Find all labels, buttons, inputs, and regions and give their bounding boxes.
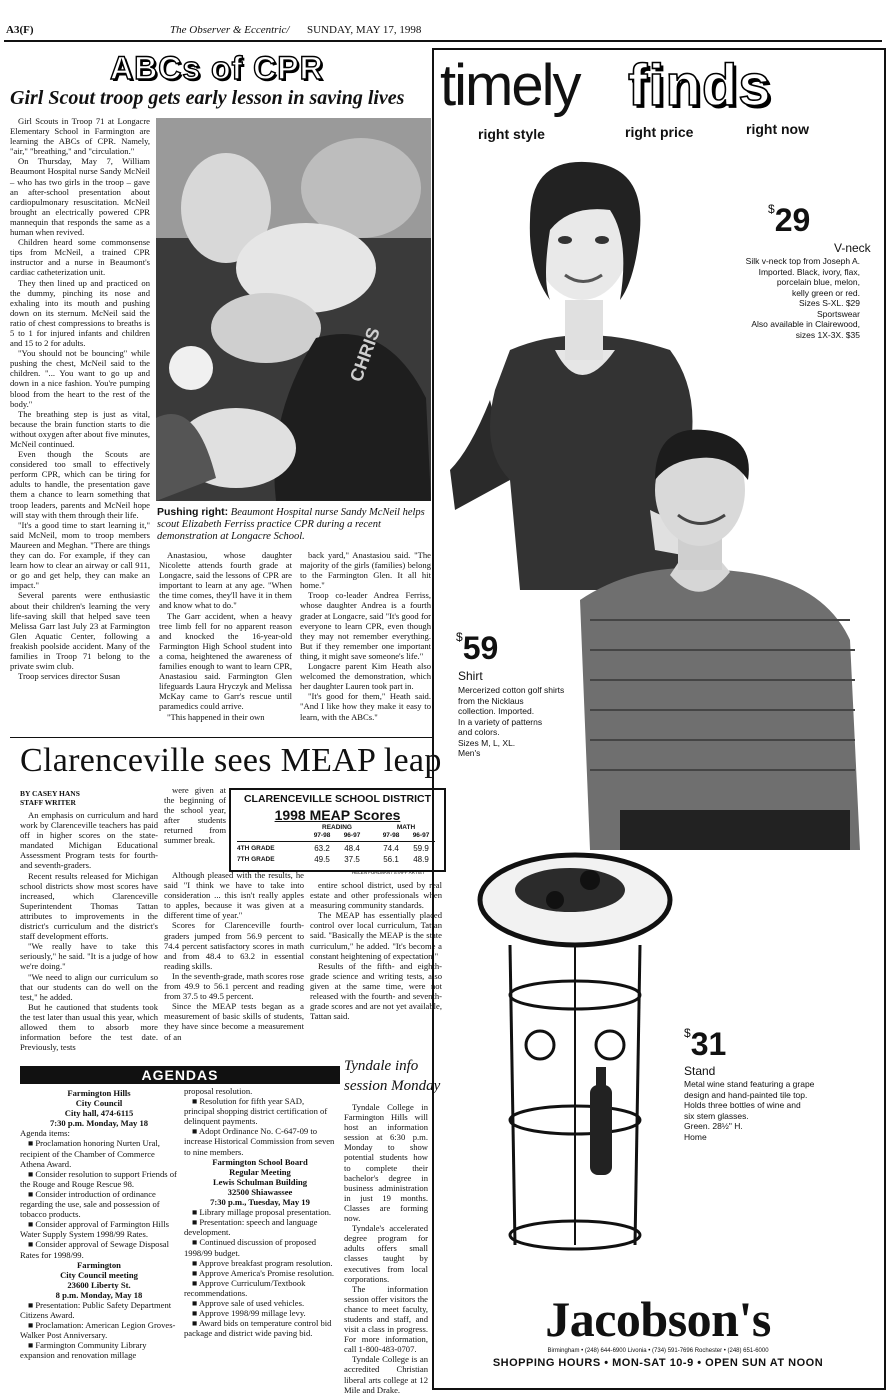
agenda-item: ■ Farmington Community Library expansion and renovation millage <box>20 1340 147 1361</box>
description-line: porcelain blue, melon, <box>776 277 860 287</box>
description-line: Home <box>684 1131 707 1142</box>
caption-label: Pushing right: <box>157 506 229 518</box>
paragraph: Anastasiou, whose daughter Nicolette attends fourth grade at Longacre, said the lessons of CPR are important to learn at any age. "When the time comes, they'll have it in them and know what to do." <box>159 550 292 611</box>
page-number: A3(F) <box>6 24 34 36</box>
product-name: Stand <box>684 1064 716 1078</box>
meap-column-2 <box>164 870 304 1042</box>
year-header: 96-97 <box>412 832 430 839</box>
agenda-heading: Farmington <box>77 1259 121 1270</box>
agenda-item: ■ Library millage proposal presentation. <box>192 1207 332 1218</box>
paragraph: Results of the fifth- and eighth-grade science and writing tests, also given at the same time, were not released with the fourth- and seventh-grade scores and are not yet available, Tattan said. <box>310 960 442 1022</box>
cpr-subhead: Girl Scout troop gets early lesson in saving lives <box>10 87 405 109</box>
paragraph: Scores for Clarenceville fourth-graders jumped from 56.9 percent to 74.4 percent satisfactory scores in math and from 48.4 to 63.2 in essential reading skills. <box>164 920 304 971</box>
agenda-item: ■ Approve America's Promise resolution. <box>192 1267 335 1278</box>
description-line: Silk v-neck top from Joseph A. <box>745 256 860 266</box>
caption-text: Beaumont Hospital nurse Sandy McNeil helps scout Elizabeth Ferriss practice CPR during a recent demonstration at Longacre School. <box>157 507 425 542</box>
meap-column-3 <box>310 880 442 1021</box>
paragraph: entire school district, used by real estate and other professionals when measuring community standards. <box>310 880 442 911</box>
store-logo: Jacobson's <box>545 1291 771 1347</box>
row-label: 7TH GRADE <box>237 856 275 863</box>
description-line: and colors. <box>458 727 500 737</box>
table-subtitle: 1998 MEAP Scores <box>274 807 401 823</box>
cpr-column-3 <box>300 550 431 722</box>
agenda-heading: 23600 Liberty St. <box>67 1279 131 1290</box>
ad-tagline-price: right price <box>625 124 694 140</box>
paragraph: Even though the Scouts are considered too small to effectively perform CPR, which can be tiring for adults to handle, the presentation gave them a chance to learn something that troop leaders, parents and McNeil hope will stay with them through their life. <box>10 449 150 520</box>
agenda-heading: Lewis Schulman Building <box>212 1176 308 1187</box>
byline <box>20 789 80 807</box>
store-hours: SHOPPING HOURS • MON-SAT 10-9 • OPEN SUN AT NOON <box>492 1357 824 1369</box>
meap-column-2-top <box>164 785 226 846</box>
agenda-heading: Regular Meeting <box>229 1166 291 1177</box>
description-line: In a variety of patterns <box>458 716 543 727</box>
byline-role: STAFF WRITER <box>20 798 76 807</box>
byline-author: BY CASEY HANS <box>20 789 80 798</box>
paragraph: Several parents were enthusiastic about their children's learning the very life-saving skill that helped save teen Melissa Garr last July 23 at Farmington Glen Aquatic Center, following a freakish poolside accident. Many of the families in Troop 71 belong to the private swim club. <box>10 590 150 672</box>
agenda-item: ■ Proclamation: American Legion Groves-Walker Post Anniversary. <box>20 1320 176 1341</box>
agendas-column-1 <box>20 1088 178 1361</box>
tyndale-headline-line-1: Tyndale info <box>344 1058 419 1074</box>
table-cell: 74.4 <box>383 844 399 853</box>
description-line: design and hand-painted tile top. <box>684 1089 808 1100</box>
reading-header: READING <box>322 824 352 831</box>
table-credit: HELEN FUHLMAN / STAFF ARTIST <box>352 870 425 875</box>
agendas-title: AGENDAS <box>141 1067 219 1083</box>
agenda-heading: Farmington School Board <box>212 1156 308 1167</box>
price-value: 29 <box>774 202 811 238</box>
agenda-item: ■ Proclamation honoring Nurten Ural, recipient of the Chamber of Commerce Athena Award. <box>20 1138 160 1169</box>
agenda-item: ■ Approve Curriculum/Textbook recommendations. <box>184 1277 306 1298</box>
description-line: Mercerized cotton golf shirts <box>458 685 565 695</box>
agenda-item: ■ Consider approval of Farmington Hills Water Supply System 1998/99 Rates. <box>20 1219 170 1240</box>
paragraph: "This happened in their own <box>167 711 265 722</box>
paragraph: Troop co-leader Andrea Ferriss, whose daughter Andrea is a fourth grader at Longacre, said "It's good for everyone to learn CPR, even though they may not remember everything. But if they remember one important thing, it might save someone's life." <box>300 590 431 661</box>
table-cell: 49.5 <box>314 855 330 864</box>
paragraph: The breathing step is just as vital, because the brain function starts to die without oxygen after about five minutes, McNeil continued. <box>10 408 150 449</box>
paragraph: "We need to align our curriculum so that our students can do well on the test," he added. <box>20 971 158 1002</box>
year-header: 97-98 <box>313 832 331 839</box>
product-description <box>680 256 860 340</box>
table-cell: 63.2 <box>314 844 330 853</box>
wine-stand-photo <box>470 845 680 1255</box>
table-cell: 48.9 <box>413 855 429 864</box>
paragraph: Tyndale College is an accredited Christian liberal arts college at 12 Mile and Drake. <box>344 1354 428 1395</box>
paragraph: Girl Scouts in Troop 71 at Longacre Elementary School in Farmington are learning the ABCs of CPR. Namely, "air," "breathing," and "circulation." <box>10 116 150 157</box>
description-line: sizes 1X-3X. $35 <box>795 329 860 340</box>
description-line: from the Nicklaus <box>458 695 524 706</box>
description-line: Metal wine stand featuring a grape <box>684 1079 815 1089</box>
price-vneck <box>768 202 810 239</box>
table-rule <box>237 841 435 842</box>
product-description <box>684 1079 874 1142</box>
agenda-item: ■ Consider approval of Sewage Disposal Rates for 1998/99. <box>20 1239 169 1260</box>
paragraph: Troop services director Susan <box>18 671 121 682</box>
description-line: Men's <box>458 748 481 758</box>
paragraph: "It's a good time to start learning it," said McNeil, mom to troop members Maureen and Meghan. "There are things they can do. For example, if they can learn how to clear an airway or call 911, or go and get help, they can make an impact." <box>10 519 150 591</box>
price-value: 59 <box>462 630 499 666</box>
agenda-item: ■ Presentation: speech and language development. <box>184 1217 318 1238</box>
agenda-item: Agenda items: <box>20 1128 70 1139</box>
table-cell: 56.1 <box>383 855 399 864</box>
meap-column-1 <box>20 810 158 1052</box>
description-line: Green. 28½" H. <box>684 1121 743 1131</box>
paragraph: But he cautioned that students took the test later than usual this year, which allowed them to absorb more information before the test date. Previously, tests <box>20 1001 158 1053</box>
paragraph: Children heard some commonsense tips from McNeil, a trained CPR instructor and a nurse in Beaumont's cardiac catheterization unit. <box>10 237 150 278</box>
paragraph: Although pleased with the results, he said "I think we have to take into consideration ... this isn't really apples to apples, because it was given at a different time of year." <box>164 870 304 921</box>
product-description <box>458 685 618 759</box>
store-signature <box>446 1290 870 1370</box>
agenda-item: proposal resolution. <box>184 1086 253 1096</box>
agenda-item: ■ Consider resolution to support Friends of the Rouge and Rouge Rescue 98. <box>20 1168 177 1189</box>
description-line: six stem glasses. <box>684 1110 749 1121</box>
tyndale-body <box>344 1102 428 1395</box>
description-line: Sizes S-XL. $29 <box>799 298 860 308</box>
section-rule <box>10 737 432 738</box>
description-line: collection. Imported. <box>458 706 535 716</box>
paragraph: "You should not be bouncing" while pushing the chest, McNeil said to the children. "... You want to go up and down in a nice fashion. You're pumping blood from the heart to the rest of the body." <box>10 348 150 409</box>
agenda-item: ■ Presentation: Public Safety Department Citizens Award. <box>20 1299 172 1321</box>
tyndale-headline-line-2: session Monday <box>344 1078 441 1094</box>
agenda-heading: City Council <box>75 1098 123 1109</box>
paragraph: Longacre parent Kim Heath also welcomed the demonstration, which her daughter Lauren took part in. <box>300 661 431 692</box>
meap-scores-table <box>229 788 446 872</box>
paragraph: The Garr accident, when a heavy tree limb fell for no apparent reason and knocked the 16-year-old Farmington High School student into a coma, heightened the awareness of families enough to want to learn CPR, Anastasiou said. Farmington Glen lifeguards Laura Hryczyk and Melissa McKay came to Garr's rescue until paramedics could arrive. <box>159 610 292 712</box>
cpr-photo-caption <box>157 506 432 543</box>
product-name: Shirt <box>458 669 483 683</box>
year-header: 97-98 <box>382 832 400 839</box>
table-cell: 48.4 <box>344 844 360 853</box>
description-line: Imported. Black, ivory, flax, <box>758 266 860 277</box>
table-cell: 37.5 <box>344 855 360 864</box>
cpr-photo <box>156 118 431 501</box>
paragraph: Since the MEAP tests began as a measurement of basic skills of students, they have since become a measurement of an <box>164 1001 304 1042</box>
paragraph: back yard," Anastasiou said. "The majority of the girls (families) belong to the Farmington Glen. It all hit home." <box>300 550 431 591</box>
meap-headline: Clarenceville sees MEAP leap <box>20 742 442 779</box>
paragraph: Recent results released for Michigan school districts show most scores have increased, which Clarenceville Superintendent Thomas Tattan attributes to improvements in the district's curriculum and the district's staff development efforts. <box>20 870 158 942</box>
agenda-item: ■ Adopt Ordinance No. C-647-09 to increase Historical Commission from seven to nine members. <box>184 1126 335 1157</box>
dollar-sign: $ <box>684 1026 691 1040</box>
product-name: V-neck <box>834 241 871 255</box>
cpr-headline: ABCs of CPR <box>110 50 324 86</box>
agenda-item: ■ Consider introduction of ordinance regarding the use, sale and possession of tobacco products. <box>20 1188 160 1220</box>
agenda-heading: 7:30 p.m. Monday, May 18 <box>49 1118 149 1129</box>
paragraph: An emphasis on curriculum and hard work by Clarenceville teachers has paid off in higher scores on the state-mandated Michigan Educational Assessment Program tests for fourth- and seventh-graders. <box>20 810 158 871</box>
paragraph: The information session offer visitors the chance to meet faculty, students and staff, and visit a class in progress. For more information, call 1-800-483-0707. <box>344 1283 428 1355</box>
cpr-photo-illustration <box>156 118 431 501</box>
agenda-item: ■ Approve breakfast program resolution. <box>192 1257 333 1268</box>
newspaper-name: The Observer & Eccentric/ <box>170 24 290 36</box>
math-header: MATH <box>396 824 416 831</box>
ad-logo-finds: finds <box>628 53 772 118</box>
paragraph: were given at the beginning of the school year, after students returned from summer break. <box>164 785 226 846</box>
agenda-item: ■ Approve sale of used vehicles. <box>192 1297 305 1308</box>
agenda-item: ■ Resolution for fifth year SAD, principal shopping district certification of delinquent payments. <box>184 1096 328 1127</box>
price-value: 31 <box>690 1026 727 1062</box>
price-stand <box>684 1026 726 1063</box>
description-line: Holds three bottles of wine and <box>684 1100 801 1110</box>
paragraph: "We really have to take this seriously," he said. "It is a judge of how we're doing." <box>20 941 158 972</box>
tyndale-headline <box>344 1056 440 1096</box>
cpr-column-2 <box>159 550 292 722</box>
paragraph: The MEAP has essentially placed control over local curriculum, Tattan said. "Basically the MEAP is the state curriculum," he added. "It's become a constant heightening of expectation." <box>310 910 442 961</box>
cpr-column-1 <box>10 116 150 681</box>
agenda-item: ■ Continued discussion of proposed 1998/99 budget. <box>184 1237 317 1258</box>
price-shirt <box>456 630 498 667</box>
agenda-item: ■ Approve 1998/99 millage levy. <box>192 1308 306 1319</box>
agendas-banner <box>20 1066 340 1084</box>
paragraph: On Thursday, May 7, William Beaumont Hospital nurse Sandy McNeil – who has two girls in the troop – gave an after-school presentation about cardiopulmonary resuscitation. McNeil brought an electrically powered CPR mannequin that responds the same as a human when revived. <box>10 156 150 238</box>
table-title: CLARENCEVILLE SCHOOL DISTRICT <box>243 793 432 805</box>
agenda-heading: 8 p.m. Monday, May 18 <box>55 1289 143 1300</box>
row-label: 4TH GRADE <box>237 845 275 852</box>
description-line: Sizes M, L, XL. <box>458 737 516 748</box>
paragraph: They then lined up and practiced on the dummy, pinching its nose and exhaling into its mouth and pushing down on its sternum. McNeil said the ratio of chest compressions to breaths is 5 to 1 for injured infants and children and 15 to 2 for adults. <box>10 277 150 349</box>
svg-text:CHRIS: CHRIS <box>345 324 384 385</box>
ad-tagline-style: right style <box>478 126 545 142</box>
agenda-item: ■ Award bids on temperature control bid package and district wide paving bid. <box>184 1318 332 1339</box>
agenda-heading: 32500 Shiawassee <box>227 1186 293 1197</box>
year-header: 96-97 <box>343 832 361 839</box>
agenda-heading: City Council meeting <box>60 1269 138 1280</box>
description-line: kelly green or red. <box>791 287 860 298</box>
ad-tagline-now: right now <box>746 121 809 137</box>
description-line: Sportswear <box>817 308 860 319</box>
store-addresses: Birmingham • (248) 644-6900 Livonia • (734) 591-7696 Rochester • (248) 651-6000 <box>547 1348 769 1354</box>
paragraph: "It's good for them," Heath said. "And I like how they make it easy to learn, with the ABCs." <box>300 691 431 722</box>
issue-date: SUNDAY, MAY 17, 1998 <box>307 24 422 36</box>
man-model-photo <box>560 420 860 850</box>
description-line: Also available in Clairewood, <box>751 319 860 329</box>
agenda-heading: City hall, 474-6115 <box>64 1108 134 1119</box>
ad-logo-timely: timely <box>440 53 580 118</box>
dollar-sign: $ <box>768 202 775 216</box>
agenda-heading: 7:30 p.m., Tuesday, May 19 <box>210 1197 310 1208</box>
paragraph: In the seventh-grade, math scores rose from 49.9 to 56.1 percent and reading from 37.5 to 49.5 percent. <box>164 970 304 1002</box>
dollar-sign: $ <box>456 630 463 644</box>
agenda-heading: Farmington Hills <box>67 1088 131 1098</box>
table-cell: 59.9 <box>413 844 429 853</box>
paragraph: Tyndale's accelerated degree program for adults offers small classes taught by executives from local corporations. <box>344 1223 428 1284</box>
agendas-column-2 <box>184 1086 336 1338</box>
header-rule <box>4 40 882 42</box>
paragraph: Tyndale College in Farmington Hills will host an information session at 6:30 p.m. Monday to show potential students how to complete their bachelor's degree in business administration in just 19 months. Classes are forming now. <box>344 1102 428 1224</box>
